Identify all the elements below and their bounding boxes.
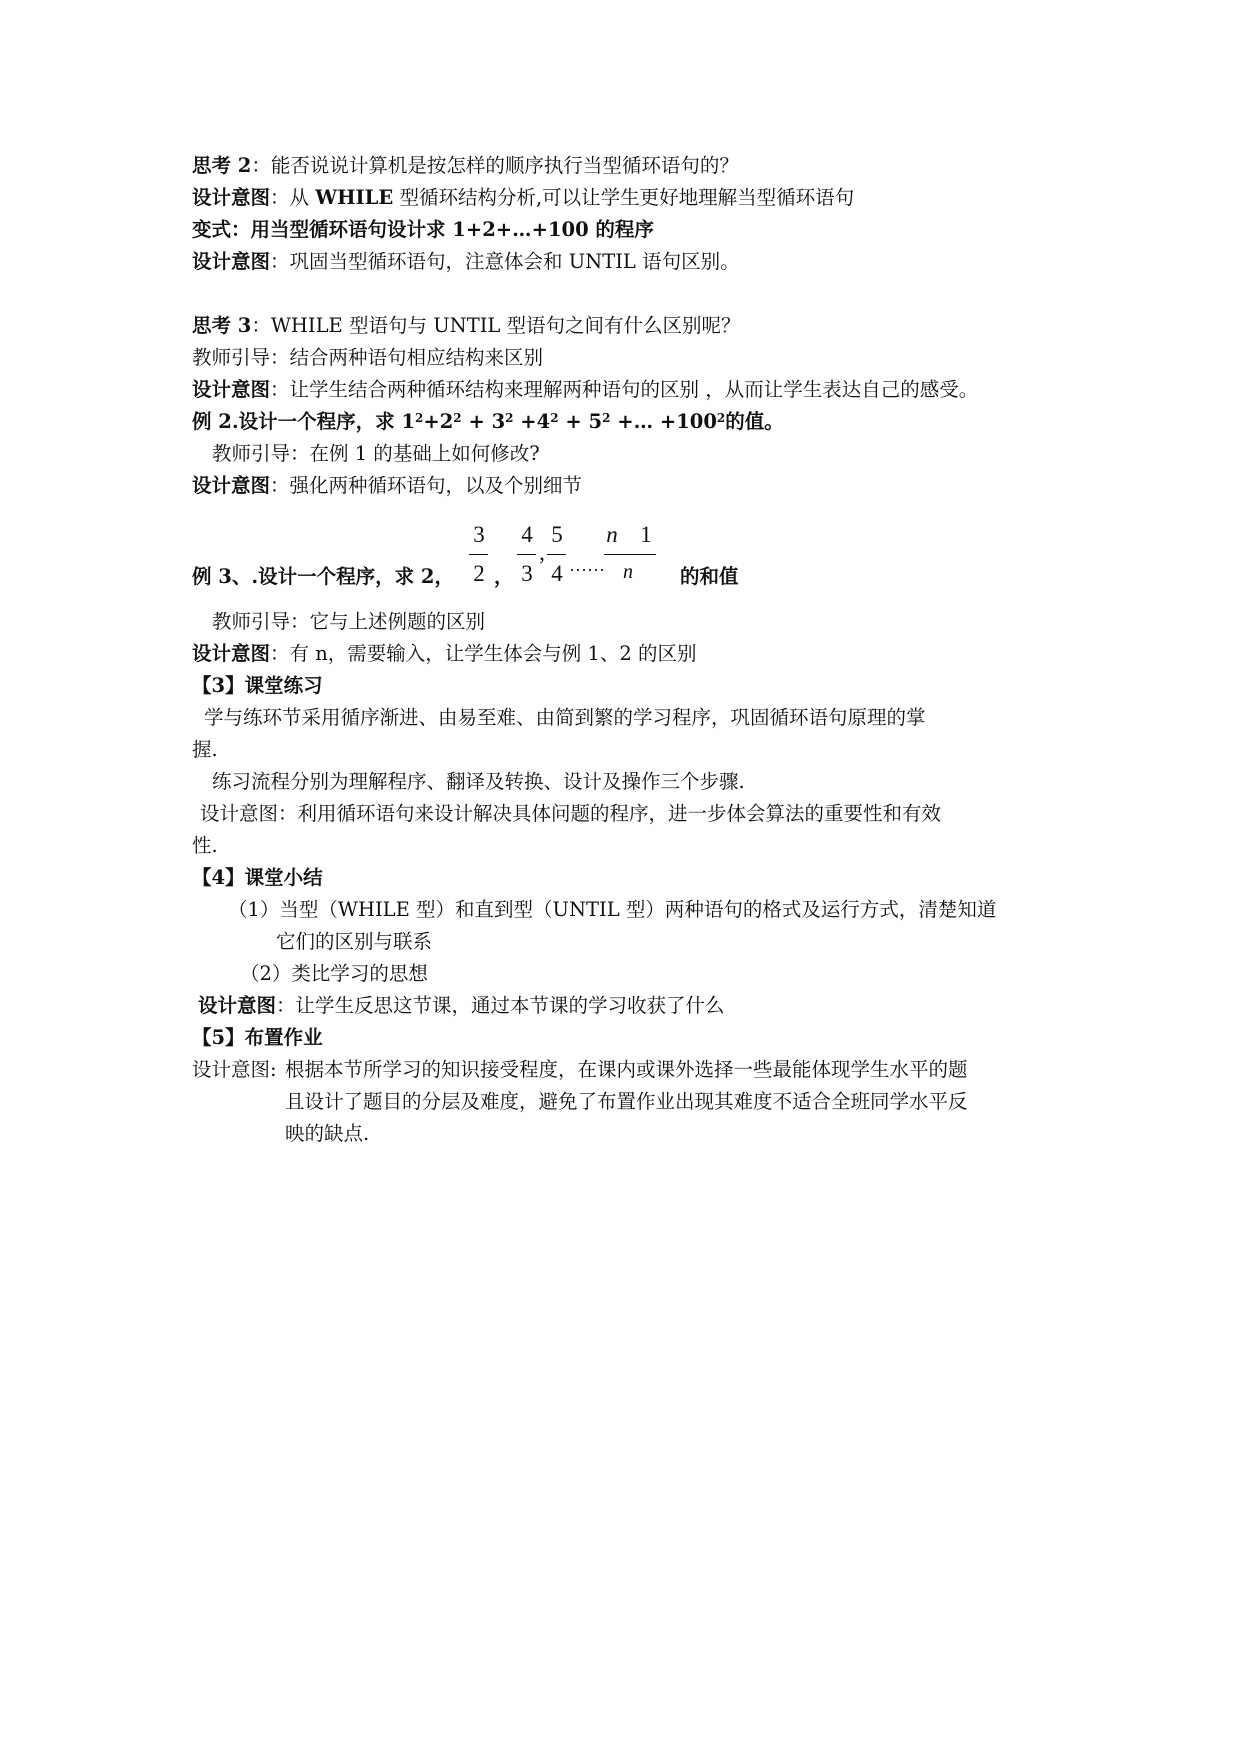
fraction-4-denominator: n <box>623 561 633 583</box>
design-intent-6-label: 设计意图 <box>198 994 277 1017</box>
design-intent-1-label: 设计意图 <box>192 186 271 209</box>
fraction-4-numerator-1: 1 <box>640 522 652 547</box>
fraction-2-bar <box>517 554 536 555</box>
teacher-guide-2: 教师引导：在例 1 的基础上如何修改? <box>212 442 540 465</box>
fraction-comma: , <box>539 540 545 565</box>
fraction-3-bar <box>547 554 566 555</box>
section-5-heading: 【5】布置作业 <box>192 1026 323 1049</box>
example-2: 例 2.设计一个程序，求 $1^2+2^2 + 3^2 +4^2 + 5^2$ +… $+100^2$的值。 <box>192 410 784 433</box>
design-intent-6: 设计意图：让学生反思这节课，通过本节课的学习收获了什么 <box>198 994 725 1017</box>
design-intent-5: 设计意图：有 n，需要输入，让学生体会与例 1、2 的区别 <box>192 642 697 665</box>
fraction-1-bar <box>469 554 488 555</box>
variant-exercise: 变式：用当型循环语句设计求 1+2+…+100 的程序 <box>192 218 654 241</box>
homework-line-2: 且设计了题目的分层及难度，避免了布置作业出现其难度不适合全班同学水平反 <box>285 1090 968 1113</box>
practice-paragraph-1b: 握. <box>192 738 218 761</box>
design-intent-2-label: 设计意图 <box>192 250 271 273</box>
practice-paragraph-3b: 性. <box>192 834 218 857</box>
homework-line-1: 根据本节所学习的知识接受程度，在课内或课外选择一些最能体现学生水平的题 <box>285 1058 968 1081</box>
ellipsis: …… <box>569 555 605 575</box>
think-2-text: ：能否说说计算机是按怎样的顺序执行当型循环语句的？ <box>251 154 739 177</box>
homework-intent-label: 设计意图: <box>192 1058 277 1081</box>
fraction-3-denominator: 4 <box>551 561 563 586</box>
design-intent-5-label: 设计意图 <box>192 642 271 665</box>
fraction-2-numerator: 4 <box>521 522 533 547</box>
practice-paragraph-2: 练习流程分别为理解程序、翻译及转换、设计及操作三个步骤. <box>212 770 745 793</box>
while-keyword: WHILE <box>315 186 394 209</box>
homework-line-3: 映的缺点. <box>285 1122 370 1145</box>
design-intent-1: 设计意图：从 WHILE 型循环结构分析,可以让学生更好地理解当型循环语句 <box>192 186 855 209</box>
practice-paragraph-3a: 设计意图：利用循环语句来设计解决具体问题的程序，进一步体会算法的重要性和有效 <box>200 802 942 825</box>
fraction-1-denominator: 2 <box>473 561 485 586</box>
design-intent-3-label: 设计意图 <box>192 378 271 401</box>
fraction-4-numerator-n: n <box>606 522 618 547</box>
example-3-comma: ， <box>494 565 514 588</box>
summary-item-1a: （1）当型（WHILE 型）和直到型（UNTIL 型）两种语句的格式及运行方式，清楚知道 <box>228 898 997 921</box>
fraction-2-denominator: 3 <box>521 561 533 586</box>
summary-item-2: （2）类比学习的思想 <box>240 962 428 985</box>
think-2-label: 思考 2 <box>192 154 252 177</box>
fraction-4-bar <box>604 554 656 555</box>
fraction-3-numerator: 5 <box>551 522 563 547</box>
example-3-suffix: 的和值 <box>680 565 739 588</box>
practice-paragraph-1a: 学与练环节采用循序渐进、由易至难、由简到繁的学习程序，巩固循环语句原理的掌 <box>204 706 926 729</box>
think-3-label: 思考 3 <box>192 314 252 337</box>
design-intent-4: 设计意图：强化两种循环语句，以及个别细节 <box>192 474 583 497</box>
think-2 <box>192 152 739 180</box>
section-4-heading: 【4】课堂小结 <box>192 866 323 889</box>
fraction-1-numerator: 3 <box>473 522 485 547</box>
think-3: 思考 3：WHILE 型语句与 UNTIL 型语句之间有什么区别呢？ <box>192 314 741 337</box>
teacher-guide-3: 教师引导：它与上述例题的区别 <box>212 610 486 633</box>
example-3-prefix: 例 3、.设计一个程序，求 2， <box>192 565 455 588</box>
section-3-heading: 【3】课堂练习 <box>192 674 323 697</box>
teacher-guide-1: 教师引导：结合两种语句相应结构来区别 <box>192 346 544 369</box>
design-intent-3: 设计意图：让学生结合两种循环结构来理解两种语句的区别 ，从而让学生表达自己的感受。 <box>192 378 979 401</box>
design-intent-4-label: 设计意图 <box>192 474 271 497</box>
summary-item-1b: 它们的区别与联系 <box>276 930 433 953</box>
design-intent-2: 设计意图：巩固当型循环语句，注意体会和 UNTIL 语句区别。 <box>192 250 740 273</box>
